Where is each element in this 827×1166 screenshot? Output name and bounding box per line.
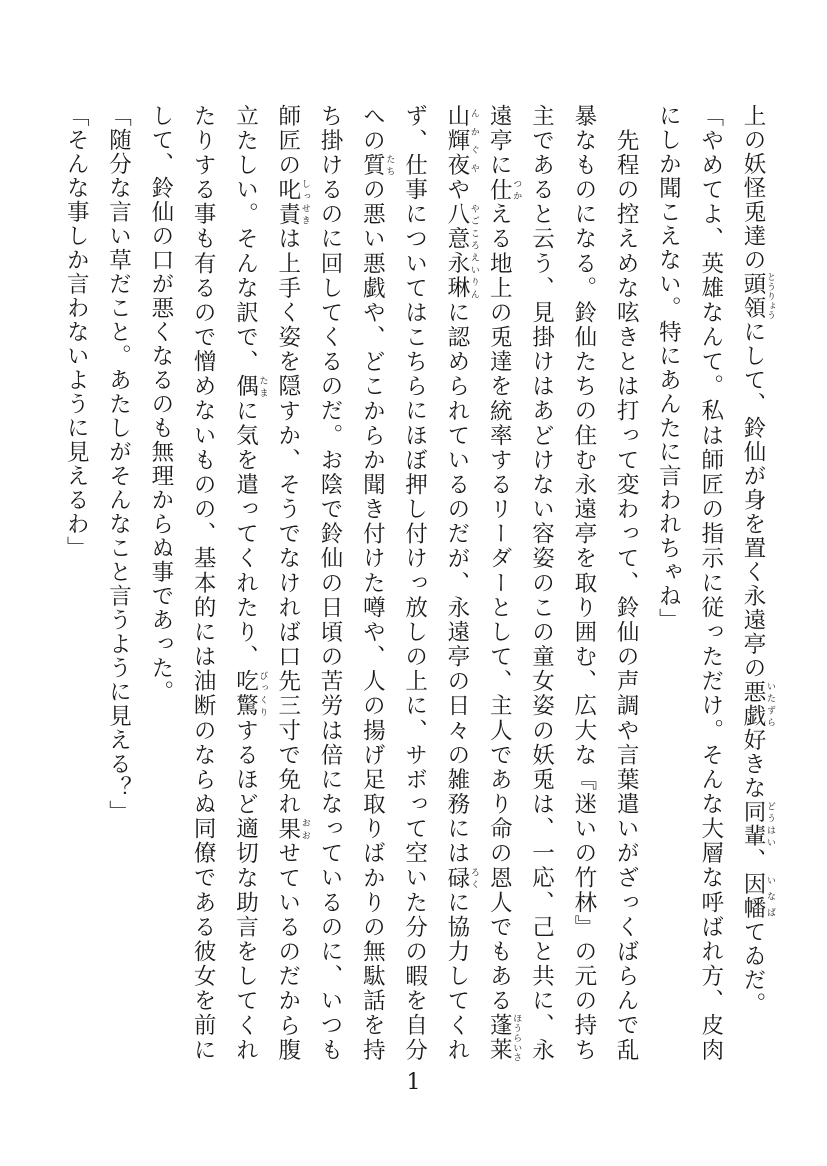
text-run: に気を遣ってくれたり、 [232, 398, 259, 670]
ruby-annotated-word [740, 872, 775, 920]
ruby-base: 叱責 [274, 177, 301, 227]
paragraph [55, 104, 97, 1062]
ruby-base: 因幡 [740, 872, 766, 920]
text-run: せているのだから腹立たしい。そんな訳で、 [232, 104, 301, 1063]
text-run: 「やめてよ、英雄なんて。私は師匠の指示に従っただけ。そんな大層な呼ばれ方、皮肉にしか聞こえない。特にあんたに言われちゃね」 [655, 104, 724, 1062]
page-number: 1 [406, 1070, 421, 1095]
text-run: 、 [740, 848, 766, 872]
text-run: の悪い悪戯や、どこからか聞き付けた噂や、人の揚げ足取りばかりの無駄話を持ち掛けるのに回してくるのだ。お陰で鈴仙の日頃の苦労は倍になっているのに、いつも師匠の [274, 104, 386, 1063]
paragraph [647, 104, 732, 1062]
paragraph [140, 104, 648, 1062]
ruby-annotated-word [486, 177, 522, 203]
text-run: える地上の兎達を統率するリーダーとして、主人であり命の恩人でもある [486, 202, 513, 1014]
ruby-annotated-word [443, 866, 479, 891]
ruby-base: 果 [274, 816, 301, 842]
ruby-reading: いたずら [765, 680, 775, 728]
ruby-base: 仕 [486, 177, 513, 203]
text-run: 好きな [740, 728, 766, 800]
ruby-base: 偶 [232, 374, 259, 399]
ruby-base: 頭領 [740, 272, 766, 320]
ruby-annotated-word [740, 800, 775, 848]
paragraph [732, 104, 775, 1062]
text-run: 先程の控えめな呟きとは打って変わって、鈴仙の声調や言葉遣いがざっくばらんで乱暴なものになる。鈴仙たちの住む永遠亭を取り囲む、広大な『迷いの竹林』の元の持ち主であると云う、見掛けはあどけない容姿のこの童女姿の妖兎は、一応、己と共に、永遠亭に [486, 104, 640, 1063]
ruby-base: 碌 [443, 866, 470, 891]
ruby-reading: たち [384, 153, 395, 178]
ruby-reading: いなば [765, 872, 775, 920]
text-run: 「随分な言い草だこと。あたしがそんなこと言うように見える？」 [105, 104, 132, 824]
vertical-text-body [63, 104, 775, 1063]
text-run: するほど適切な助言をしてくれたりする事も有るので憎めないものの、基本的には油断のならぬ同僚である彼女を前にして、鈴仙の口が悪くなるのも無理からぬ事であった。 [147, 104, 259, 1063]
text-run: は上手く姿を隠すか、そうでなければ口先三寸で免れ [274, 226, 301, 817]
text-run: に認められているのだが、永遠亭の日々の雑務には [443, 300, 470, 866]
ruby-reading: おお [299, 816, 310, 841]
text-run: にして、鈴仙が身を置く永遠亭の [740, 320, 766, 680]
ruby-reading: やごころえいりん [468, 202, 479, 301]
ruby-reading: とうりょう [765, 272, 775, 320]
ruby-base: 蓬莱山輝夜 [443, 104, 513, 1063]
ruby-reading: つか [511, 177, 522, 202]
ruby-reading: どうはい [765, 800, 775, 848]
ruby-annotated-word [740, 272, 775, 320]
text-run: 上の妖怪兎達の [740, 104, 766, 272]
ruby-annotated-word [740, 680, 775, 728]
ruby-base: 悪戯 [740, 680, 766, 728]
ruby-annotated-word [359, 153, 395, 178]
paragraph [97, 104, 139, 1062]
text-run: てゐだ。 [740, 920, 766, 1016]
ruby-base: 同輩 [740, 800, 766, 848]
text-run: 「そんな事しか言わないように見えるわ」 [63, 104, 90, 560]
ruby-annotated-word [232, 374, 268, 399]
ruby-reading: ほうらいさんかぐや [468, 104, 522, 1063]
ruby-base: 吃驚 [232, 669, 259, 719]
ruby-reading: びっくり [257, 669, 268, 718]
ruby-reading: ろく [468, 866, 479, 891]
ruby-annotated-word [274, 816, 310, 842]
ruby-reading: しっせき [299, 177, 310, 227]
ruby-annotated-word [274, 177, 310, 227]
text-run: に協力してくれず、仕事についてはこちらにほぼ押し付けっ放しの上に、サボって空いた分の暇を自分への [359, 104, 470, 1063]
text-run: や [443, 177, 470, 203]
ruby-annotated-word [443, 202, 479, 301]
ruby-reading: たま [257, 374, 268, 399]
ruby-base: 質 [359, 153, 386, 178]
ruby-annotated-word [232, 669, 268, 719]
ruby-base: 八意永琳 [443, 202, 470, 301]
